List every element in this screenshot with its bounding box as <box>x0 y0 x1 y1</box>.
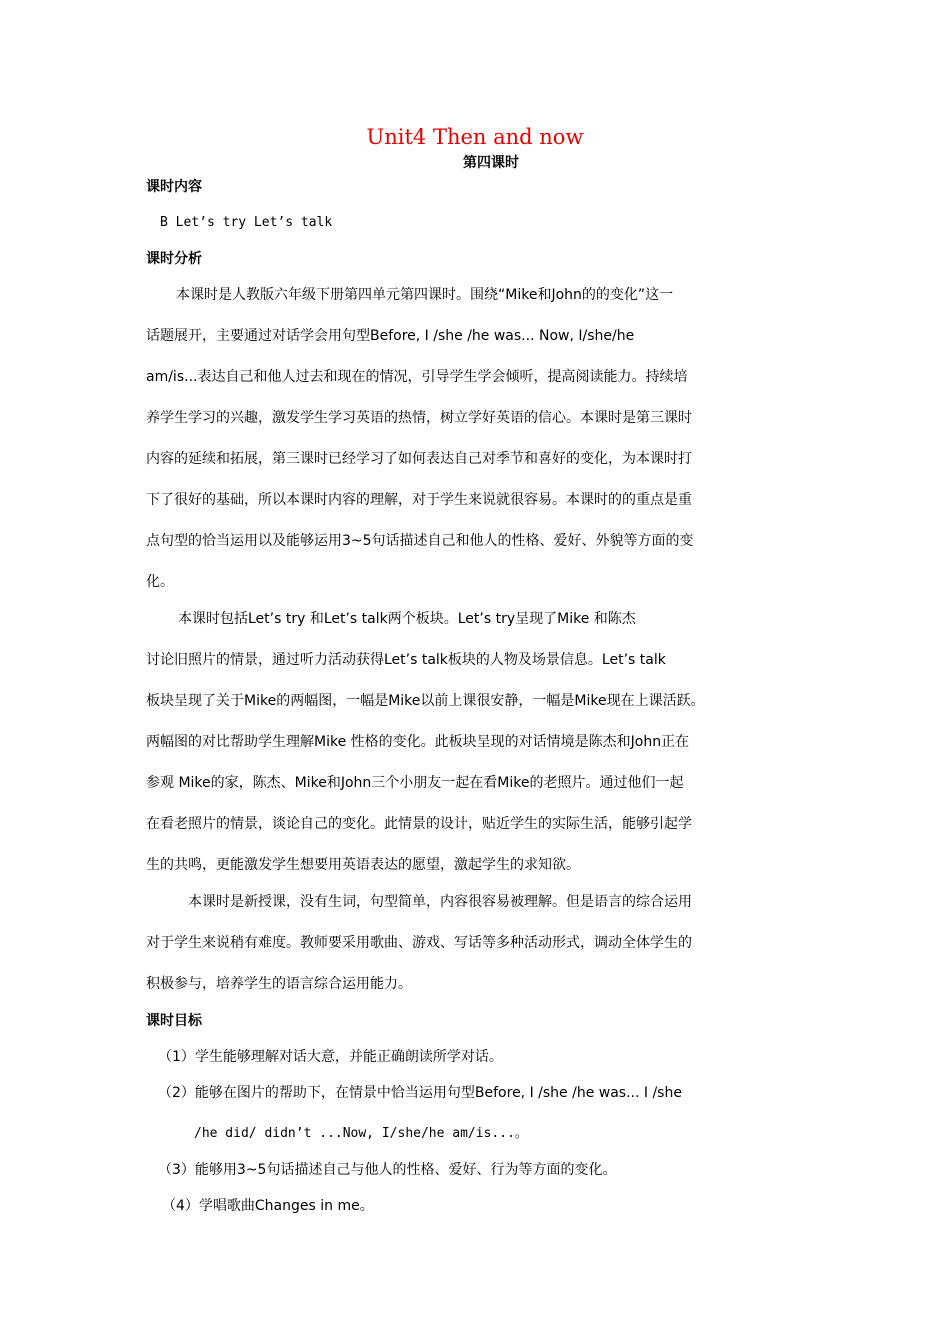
analysis-line: 本课时包括Let’s try 和Let’s talk两个板块。Let’s try呈现了Mike 和陈杰 <box>178 611 636 627</box>
analysis-line: 内容的延续和拓展，第三课时已经学习了如何表达自己对季节和喜好的变化，为本课时打 <box>146 451 692 467</box>
analysis-line: 生的共鸣，更能激发学生想要用英语表达的愿望，激起学生的求知欲。 <box>146 857 580 873</box>
analysis-line: 化。 <box>146 574 174 590</box>
analysis-line: 板块呈现了关于Mike的两幅图，一幅是Mike以前上课很安静，一幅是Mike现在上课活跃。 <box>146 693 705 709</box>
analysis-line: 话题展开，主要通过对话学会用句型Before, I /she /he was... Now, I/she/he <box>146 328 635 344</box>
section-heading-content: 课时内容 <box>146 179 202 195</box>
goal-item: （3）能够用3~5句话描述自己与他人的性格、爱好、行为等方面的变化。 <box>158 1162 617 1178</box>
analysis-line: 两幅图的对比帮助学生理解Mike 性格的变化。此板块呈现的对话情境是陈杰和John正在 <box>146 734 690 750</box>
section-content-text: B Let’s try Let’s talk <box>160 215 333 230</box>
analysis-line: 本课时是人教版六年级下册第四单元第四课时。围绕“Mike和John的的变化”这一 <box>176 287 674 303</box>
analysis-line: 在看老照片的情景，谈论自己的变化。此情景的设计，贴近学生的实际生活，能够引起学 <box>146 816 692 832</box>
analysis-line: 养学生学习的兴趣，激发学生学习英语的热情，树立学好英语的信心。本课时是第三课时 <box>146 410 692 426</box>
analysis-line: 参观 Mike的家，陈杰、Mike和John三个小朋友一起在看Mike的老照片。通过他们一起 <box>146 775 684 791</box>
goal-item: （2）能够在图片的帮助下，在情景中恰当运用句型Before, I /she /he was... I /she <box>158 1085 682 1101</box>
analysis-line: 积极参与，培养学生的语言综合运用能力。 <box>146 976 412 992</box>
analysis-line: 本课时是新授课，没有生词，句型简单，内容很容易被理解。但是语言的综合运用 <box>188 894 692 910</box>
section-heading-goals: 课时目标 <box>146 1013 202 1029</box>
goal-item-continuation: /he did/ didn’t ...Now, I/she/he am/is...。 <box>194 1126 528 1141</box>
analysis-line: 点句型的恰当运用以及能够运用3~5句话描述自己和他人的性格、爱好、外貌等方面的变 <box>146 533 694 549</box>
document-title: Unit4 Then and now <box>366 125 584 149</box>
goal-item: （1）学生能够理解对话大意，并能正确朗读所学对话。 <box>158 1049 503 1065</box>
analysis-line: 讨论旧照片的情景，通过听力活动获得Let’s talk板块的人物及场景信息。Let’s talk <box>146 652 666 668</box>
goal-item: （4）学唱歌曲Changes in me。 <box>162 1198 374 1214</box>
analysis-line: 下了很好的基础，所以本课时内容的理解，对于学生来说就很容易。本课时的的重点是重 <box>146 492 692 508</box>
document-subtitle: 第四课时 <box>463 155 519 171</box>
analysis-line: 对于学生来说稍有难度。教师要采用歌曲、游戏、写话等多种活动形式，调动全体学生的 <box>146 935 692 951</box>
analysis-line: am/is...表达自己和他人过去和现在的情况，引导学生学会倾听，提高阅读能力。持续培 <box>146 369 688 385</box>
section-heading-analysis: 课时分析 <box>146 251 202 267</box>
